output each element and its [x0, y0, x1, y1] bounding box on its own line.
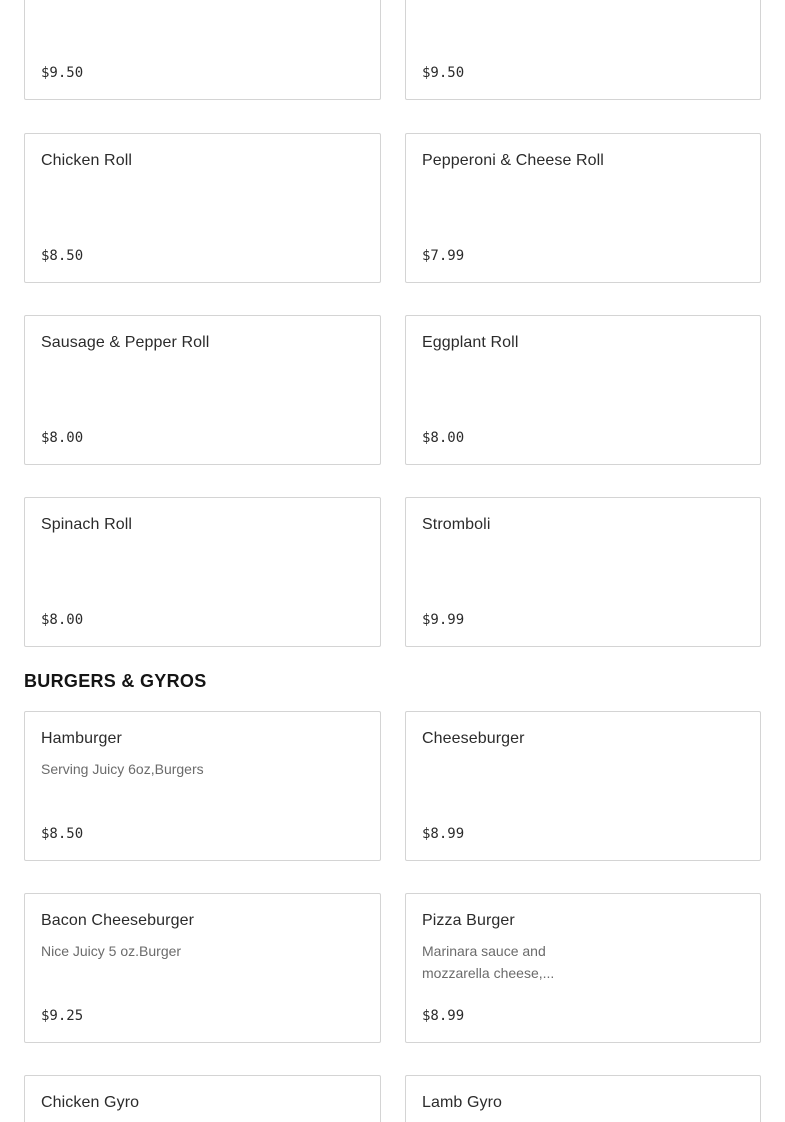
item-price: $8.50: [41, 248, 84, 264]
item-price: $7.99: [422, 248, 465, 264]
item-price: $8.00: [41, 612, 84, 628]
item-price: $8.00: [41, 430, 84, 446]
menu-item-card[interactable]: [405, 711, 761, 861]
menu-item-card[interactable]: [405, 0, 761, 100]
item-name: Eggplant Roll: [422, 334, 519, 351]
menu-item-card[interactable]: [405, 893, 761, 1043]
item-name: Lamb Gyro: [422, 1094, 503, 1111]
menu-item-card[interactable]: [24, 893, 381, 1043]
menu-item-card[interactable]: [24, 497, 381, 647]
menu-item-card[interactable]: [405, 1075, 761, 1122]
item-price: $8.50: [41, 826, 84, 842]
item-description: Nice Juicy 5 oz.Burger: [41, 943, 182, 959]
item-price: $9.50: [41, 65, 84, 81]
item-description: Marinara sauce and mozzarella cheese,...: [422, 943, 555, 981]
item-price: $8.99: [422, 826, 465, 842]
item-name: Bacon Cheeseburger: [41, 912, 195, 929]
item-name: Pizza Burger: [422, 912, 515, 929]
item-price: $8.00: [422, 430, 465, 446]
menu-item-card[interactable]: [405, 497, 761, 647]
menu-item-card[interactable]: [405, 315, 761, 465]
item-price: $9.25: [41, 1008, 84, 1024]
item-price: $8.99: [422, 1008, 465, 1024]
section-title: BURGERS & GYROS: [24, 671, 207, 691]
item-name: Chicken Roll: [41, 152, 133, 169]
menu-item-card[interactable]: [24, 315, 381, 465]
menu-item-card[interactable]: [24, 1075, 381, 1122]
menu-item-card[interactable]: [24, 0, 381, 100]
item-name: Spinach Roll: [41, 516, 133, 533]
menu-item-card[interactable]: [24, 133, 381, 283]
item-name: Cheeseburger: [422, 730, 525, 747]
item-name: Chicken Gyro: [41, 1094, 140, 1111]
item-price: $9.50: [422, 65, 465, 81]
item-price: $9.99: [422, 612, 465, 628]
item-name: Pepperoni & Cheese Roll: [422, 152, 604, 169]
item-name: Hamburger: [41, 730, 122, 747]
item-description: Serving Juicy 6oz,Burgers: [41, 761, 204, 777]
item-name: Stromboli: [422, 516, 491, 533]
item-name: Sausage & Pepper Roll: [41, 334, 210, 351]
menu-item-card[interactable]: [24, 711, 381, 861]
menu-item-card[interactable]: [405, 133, 761, 283]
